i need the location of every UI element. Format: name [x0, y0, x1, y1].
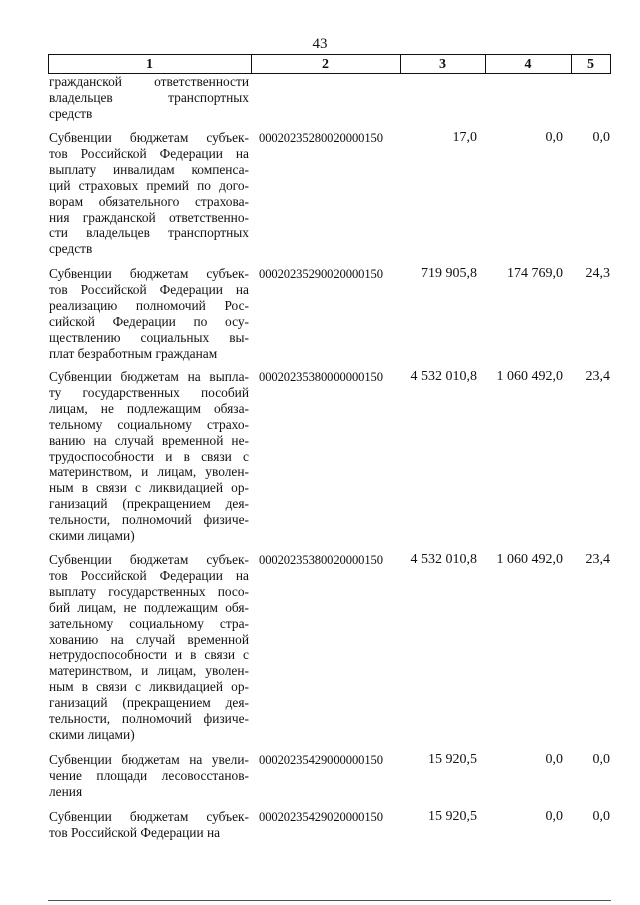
row-col-5: 0,0 — [592, 752, 610, 767]
row-name-line: бий лицам, не подлежащим обя- — [49, 599, 249, 615]
row-name-line: тов Российской Федерации на — [49, 824, 221, 840]
row-name-line: тельному социальному страхо- — [49, 416, 249, 432]
row-name-line: ворам обязательного страхова- — [49, 193, 249, 209]
row-col-5: 23,4 — [585, 552, 610, 567]
row-name-line: владельцев транспортных — [49, 89, 249, 105]
row-name-line: ций страховых премий по дого- — [49, 177, 249, 193]
row-name-line: выплату государственных посо- — [49, 583, 249, 599]
row-name-line: сийской Федерации по осу- — [49, 313, 249, 329]
row-col-4: 1 060 492,0 — [496, 369, 563, 384]
row-name-line: ванию на случай временной не- — [49, 432, 249, 448]
header-col-3: 3 — [439, 57, 446, 72]
row-name-line: Субвенции бюджетам субъек- — [49, 552, 249, 567]
row-name-line: средств — [49, 241, 93, 257]
row-name-line: скими лицами) — [49, 726, 135, 742]
row-code: 00020235380000000150 — [259, 370, 383, 384]
row-name-line: хованию на случай временной — [49, 631, 249, 647]
row-name-line: Субвенции бюджетам на увели- — [49, 752, 249, 767]
row-name-line: тельности, полномочий физиче- — [49, 711, 249, 726]
row-code: 00020235429020000150 — [259, 810, 383, 824]
row-col-4: 0,0 — [545, 752, 563, 767]
row-name-line: Субвенции бюджетам субъек- — [49, 266, 249, 281]
row-col-3: 4 532 010,8 — [410, 369, 477, 384]
row-code: 00020235280020000150 — [259, 131, 383, 145]
row-col-5: 24,3 — [585, 266, 610, 281]
row-name-line: плат безработным гражданам — [49, 345, 218, 361]
row-code: 00020235290020000150 — [259, 267, 383, 281]
row-code: 00020235429000000150 — [259, 753, 383, 767]
row-name-line: ту государственных пособий — [49, 384, 249, 400]
row-name-line: материнством, и лицам, уволен- — [49, 464, 249, 480]
row-name-line: зательному социальному стра- — [49, 615, 249, 631]
row-name-line: материнством, и лицам, уволен- — [49, 663, 249, 679]
row-name-line: ным в связи с ликвидацией ор- — [49, 679, 249, 695]
page-number: 43 — [312, 36, 328, 52]
row-name-line: ганизаций (прекращением дея- — [49, 496, 249, 512]
row-name-line: ганизаций (прекращением дея- — [49, 695, 249, 711]
row-col-5: 0,0 — [592, 809, 610, 824]
row-col-4: 1 060 492,0 — [496, 552, 563, 567]
row-col-4: 174 769,0 — [507, 266, 563, 281]
row-name-line: тельности, полномочий физиче- — [49, 512, 249, 528]
table-header — [48, 54, 611, 74]
row-col-3: 4 532 010,8 — [410, 552, 477, 567]
row-col-5: 23,4 — [585, 369, 610, 384]
row-name-line: тов Российской Федерации на — [49, 145, 249, 161]
row-name-line: реализацию полномочий Рос- — [49, 297, 249, 313]
row-name-line: тов Российской Федерации на — [49, 567, 249, 583]
row-name-line: ния гражданской ответственно- — [49, 209, 249, 225]
row-name-line: ным в связи с ликвидацией ор- — [49, 480, 249, 496]
row-col-3: 719 905,8 — [421, 266, 477, 281]
row-name-line: нетрудоспособности и в связи с — [49, 647, 249, 663]
row-name-line: тов Российской Федерации на — [49, 281, 249, 297]
row-col-3: 17,0 — [452, 130, 477, 145]
row-code: 00020235380020000150 — [259, 553, 383, 567]
row-name-line: ществлению социальных вы- — [49, 329, 249, 345]
row-name-line: средств — [49, 105, 93, 121]
row-name-line: Субвенции бюджетам субъек- — [49, 809, 249, 824]
row-name-line: Субвенции бюджетам на выпла- — [49, 369, 249, 384]
header-col-5: 5 — [587, 57, 594, 72]
header-col-1: 1 — [146, 57, 153, 72]
row-col-3: 15 920,5 — [428, 752, 477, 767]
row-name-line: гражданской ответственности — [49, 74, 249, 89]
row-name-line: трудоспособности и в связи с — [49, 448, 249, 464]
row-name-line: скими лицами) — [49, 528, 135, 543]
row-name-line: выплату инвалидам компенса- — [49, 161, 249, 177]
row-name-line: чение площади лесовосстанов- — [49, 767, 249, 783]
row-name-line: сти владельцев транспортных — [49, 225, 249, 241]
row-name-line: лицам, не подлежащим обяза- — [49, 400, 249, 416]
row-name-line: ления — [49, 783, 83, 799]
row-col-3: 15 920,5 — [428, 809, 477, 824]
header-col-2: 2 — [322, 57, 329, 72]
header-col-4: 4 — [524, 57, 532, 72]
row-name-line: Субвенции бюджетам субъек- — [49, 130, 249, 145]
header-divider — [610, 54, 611, 74]
bottom-rule — [48, 900, 611, 901]
row-col-5: 0,0 — [592, 130, 610, 145]
row-col-4: 0,0 — [545, 130, 563, 145]
row-col-4: 0,0 — [545, 809, 563, 824]
